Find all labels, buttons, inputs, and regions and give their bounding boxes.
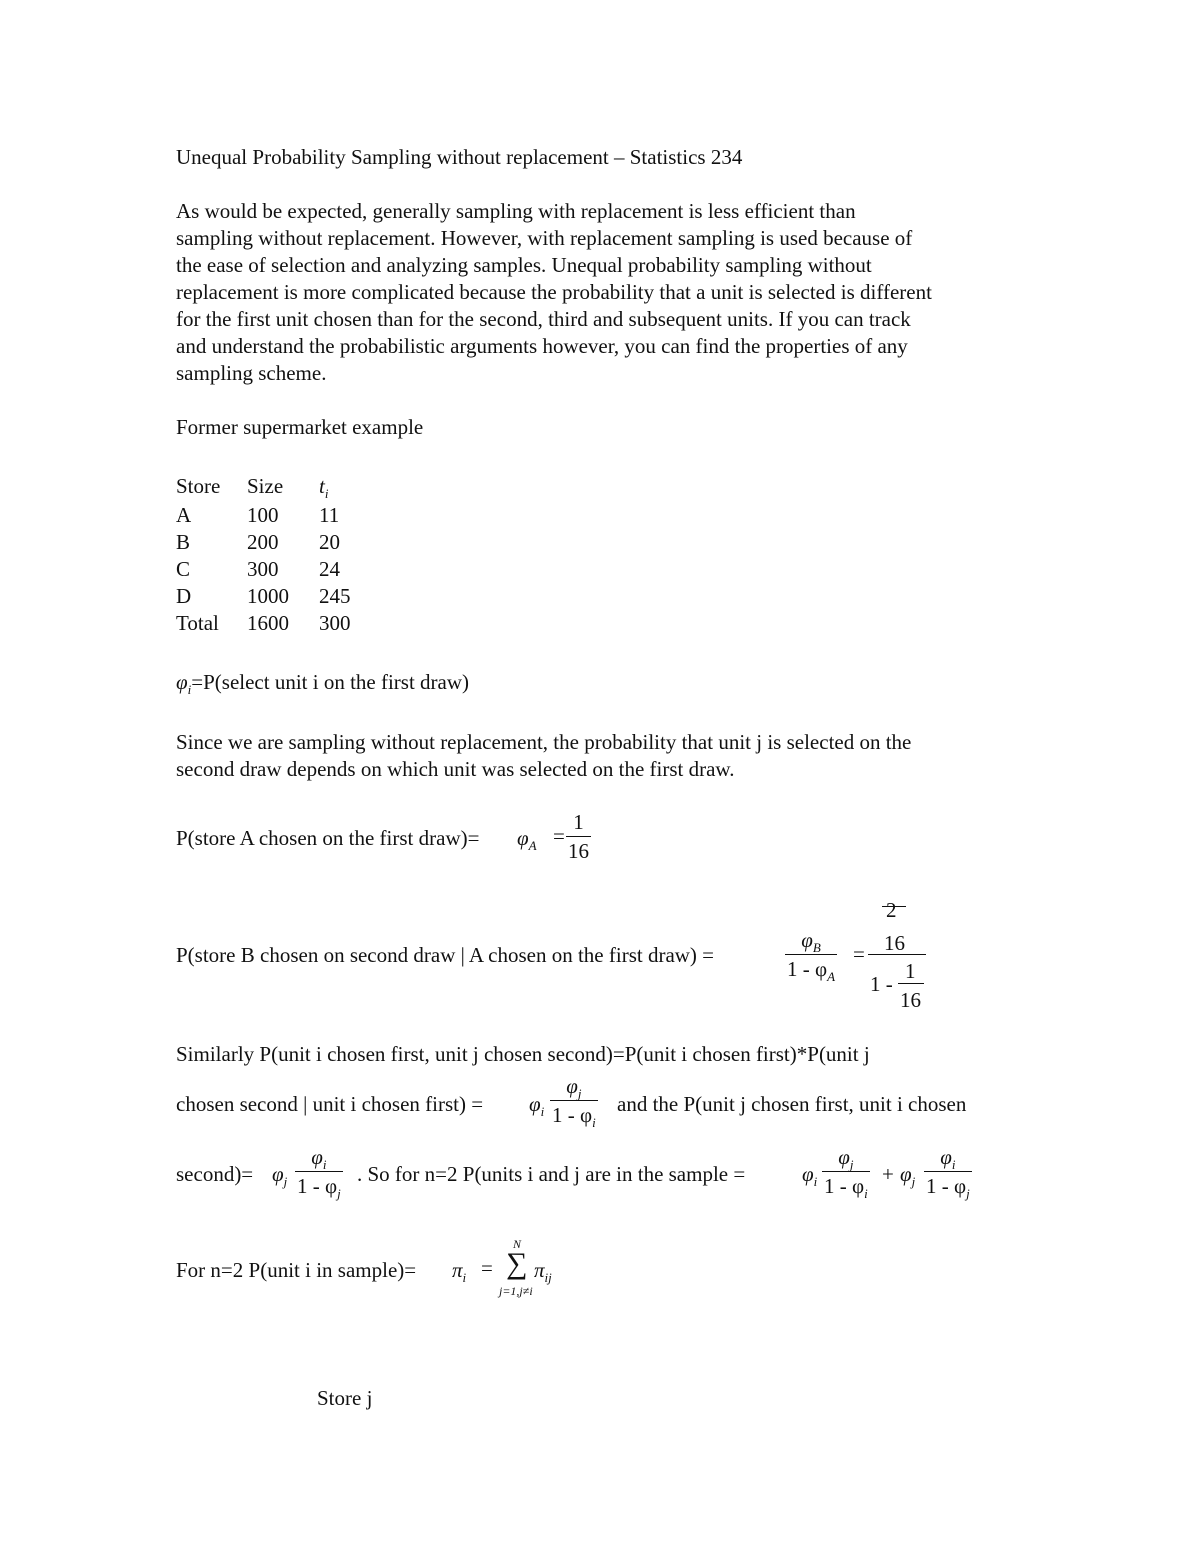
cell-store: D	[176, 584, 192, 608]
cell-t: 300	[319, 611, 351, 635]
sum-term-pi: π	[534, 1258, 545, 1282]
eq-a-phi	[517, 826, 537, 853]
eq-b-num-sub: B	[812, 940, 821, 955]
eq-b-main-bar	[868, 954, 926, 955]
sim-f3-num-sub: j	[849, 1157, 854, 1172]
eq-a-phi-symbol: φ	[517, 826, 529, 850]
sum-prefix: For n=2 P(unit i in sample)=	[176, 1258, 417, 1282]
sim-f2-den	[295, 1171, 343, 1201]
sim-plus: +	[882, 1162, 894, 1186]
sum-upper: N	[513, 1237, 522, 1251]
cell-size: 1600	[247, 611, 289, 635]
eq-b-num-phi: φ	[801, 928, 813, 952]
cell-store: B	[176, 530, 191, 554]
sim-f4-den-sub: j	[966, 1186, 970, 1201]
sim-f4-den	[924, 1171, 972, 1201]
sim-phi-i-symbol: φ	[529, 1092, 541, 1116]
eq-b-fraction-1	[785, 928, 837, 984]
cell-size: 100	[247, 503, 279, 527]
intro-line: and understand the probabilistic arguments however, you can find the properties of any	[176, 334, 908, 358]
eq-b-bot-pre: 1 -	[870, 972, 893, 996]
sim-f4-num-sub: i	[951, 1157, 956, 1172]
sim-phi-i-sub: i	[540, 1104, 545, 1119]
sim-phi-j-2	[900, 1162, 916, 1189]
sim-f1-num-sub: j	[577, 1086, 582, 1101]
sum-term-sub: ij	[544, 1270, 552, 1285]
cell-size: 1000	[247, 584, 289, 608]
header-t: t	[319, 473, 325, 498]
sim-f1-den-text: 1 - φ	[552, 1103, 593, 1127]
since-line: Since we are sampling without replacement, the probability that unit j is selected on the	[176, 730, 912, 754]
eq-b-bot-bar	[898, 983, 924, 984]
eq-a-prefix: P(store A chosen on the first draw)=	[176, 826, 480, 850]
cell-t: 245	[319, 584, 351, 608]
sim-f1-num-phi: φ	[566, 1074, 578, 1098]
sim-fraction-3	[822, 1145, 870, 1201]
header-ti	[319, 470, 351, 502]
sum-term	[534, 1258, 552, 1285]
eq-b-top-den: 16	[884, 931, 905, 955]
table-row	[176, 556, 351, 583]
phi-def-text: =P(select unit i on the first draw)	[191, 670, 470, 694]
sim-f3-den	[822, 1171, 870, 1201]
sim-f1-den-sub: i	[592, 1115, 596, 1130]
eq-b-num	[799, 930, 823, 954]
table-row-total	[176, 610, 351, 637]
eq-a-equals: =	[553, 824, 565, 848]
similarly-line-2-post: and the P(unit j chosen first, unit i chosen	[617, 1092, 967, 1116]
intro-line: sampling scheme.	[176, 361, 327, 385]
eq-b-den-text: 1 - φ	[787, 957, 828, 981]
eq-b-top-num: 2	[886, 898, 897, 922]
sum-pi-i	[452, 1258, 467, 1285]
phi-definition	[176, 669, 1036, 698]
sim-f4-num	[938, 1147, 957, 1171]
cell-t: 24	[319, 557, 340, 581]
sim-f3-den-text: 1 - φ	[824, 1174, 865, 1198]
cell-store: Total	[176, 611, 219, 635]
sum-lower: j=1,j≠i	[499, 1284, 533, 1298]
intro-line: the ease of selection and analyzing samples. Unequal probability sampling without	[176, 253, 872, 277]
header-t-sub: i	[324, 485, 329, 501]
similarly-line-1: Similarly P(unit i chosen first, unit j chosen second)=P(unit i chosen first)*P(unit j	[176, 1042, 870, 1066]
phi-sub: i	[187, 682, 192, 697]
sim-fraction-4	[924, 1145, 972, 1201]
sim-f3-num-phi: φ	[838, 1145, 850, 1169]
intro-line: replacement is more complicated because the probability that a unit is selected is different	[176, 280, 932, 304]
store-table	[176, 470, 351, 637]
eq-a-phi-sub: A	[528, 838, 537, 853]
eq-a-fraction	[566, 812, 591, 862]
sim-phi-j-2-symbol: φ	[900, 1162, 912, 1186]
sim-f1-num	[564, 1076, 583, 1100]
table-row	[176, 583, 351, 610]
sum-equals: =	[481, 1256, 493, 1280]
sim-fraction-2	[295, 1145, 343, 1201]
table-row	[176, 529, 351, 556]
sim-f1-den	[550, 1100, 598, 1130]
sim-phi-i-2-sub: i	[813, 1174, 818, 1189]
sim-f3-num	[836, 1147, 855, 1171]
cell-store: A	[176, 503, 192, 527]
sum-pi-symbol: π	[452, 1258, 463, 1282]
sim-f2-num-phi: φ	[311, 1145, 323, 1169]
eq-b-equals: =	[853, 942, 865, 966]
header-store: Store	[176, 473, 221, 498]
table-header-row	[176, 470, 351, 502]
sim-phi-i	[529, 1092, 545, 1119]
sim-phi-i-2	[802, 1162, 818, 1189]
eq-b-den-sub: A	[827, 969, 836, 984]
eq-b-top-bar	[882, 906, 906, 907]
cell-t: 11	[319, 503, 340, 527]
sim-f2-den-text: 1 - φ	[297, 1174, 338, 1198]
cell-store: C	[176, 557, 191, 581]
page-title: Unequal Probability Sampling without replacement – Statistics 234	[176, 145, 743, 169]
eq-b-prefix: P(store B chosen on second draw | A chosen on the first draw) =	[176, 943, 715, 967]
phi-symbol: φ	[176, 670, 188, 694]
eq-a-den: 16	[566, 836, 591, 862]
sim-phi-i-2-symbol: φ	[802, 1162, 814, 1186]
similarly-line-3-pre: second)=	[176, 1162, 254, 1186]
eq-b-bot-num: 1	[905, 959, 916, 983]
sigma-icon: ∑	[506, 1247, 528, 1280]
sim-f4-den-text: 1 - φ	[926, 1174, 967, 1198]
since-line: second draw depends on which unit was selected on the first draw.	[176, 757, 735, 781]
sim-f3-den-sub: i	[864, 1186, 868, 1201]
sum-pi-sub: i	[462, 1270, 467, 1285]
eq-b-den	[785, 954, 837, 984]
sim-f2-num-sub: i	[322, 1157, 327, 1172]
sim-phi-j	[272, 1162, 288, 1189]
sim-phi-j-sub: j	[283, 1174, 288, 1189]
header-size: Size	[247, 473, 284, 498]
similarly-line-2-pre: chosen second | unit i chosen first) =	[176, 1092, 484, 1116]
cell-t: 20	[319, 530, 340, 554]
sim-phi-j-2-sub: j	[911, 1174, 916, 1189]
similarly-line-3-mid: . So for n=2 P(units i and j are in the sample =	[357, 1162, 746, 1186]
sim-phi-j-symbol: φ	[272, 1162, 284, 1186]
cell-size: 300	[247, 557, 279, 581]
example-heading: Former supermarket example	[176, 415, 424, 439]
sim-fraction-1	[550, 1074, 598, 1130]
eq-a-num: 1	[573, 810, 584, 834]
sim-f2-num	[309, 1147, 328, 1171]
sim-f4-num-phi: φ	[940, 1145, 952, 1169]
eq-b-bot-den: 16	[900, 988, 921, 1012]
sim-f2-den-sub: j	[337, 1186, 341, 1201]
intro-line: As would be expected, generally sampling with replacement is less efficient than	[176, 199, 856, 223]
cell-size: 200	[247, 530, 279, 554]
table-row	[176, 502, 351, 529]
store-j-label: Store j	[317, 1386, 373, 1410]
intro-line: for the first unit chosen than for the second, third and subsequent units. If you can track	[176, 307, 911, 331]
intro-line: sampling without replacement. However, with replacement sampling is used because of	[176, 226, 913, 250]
